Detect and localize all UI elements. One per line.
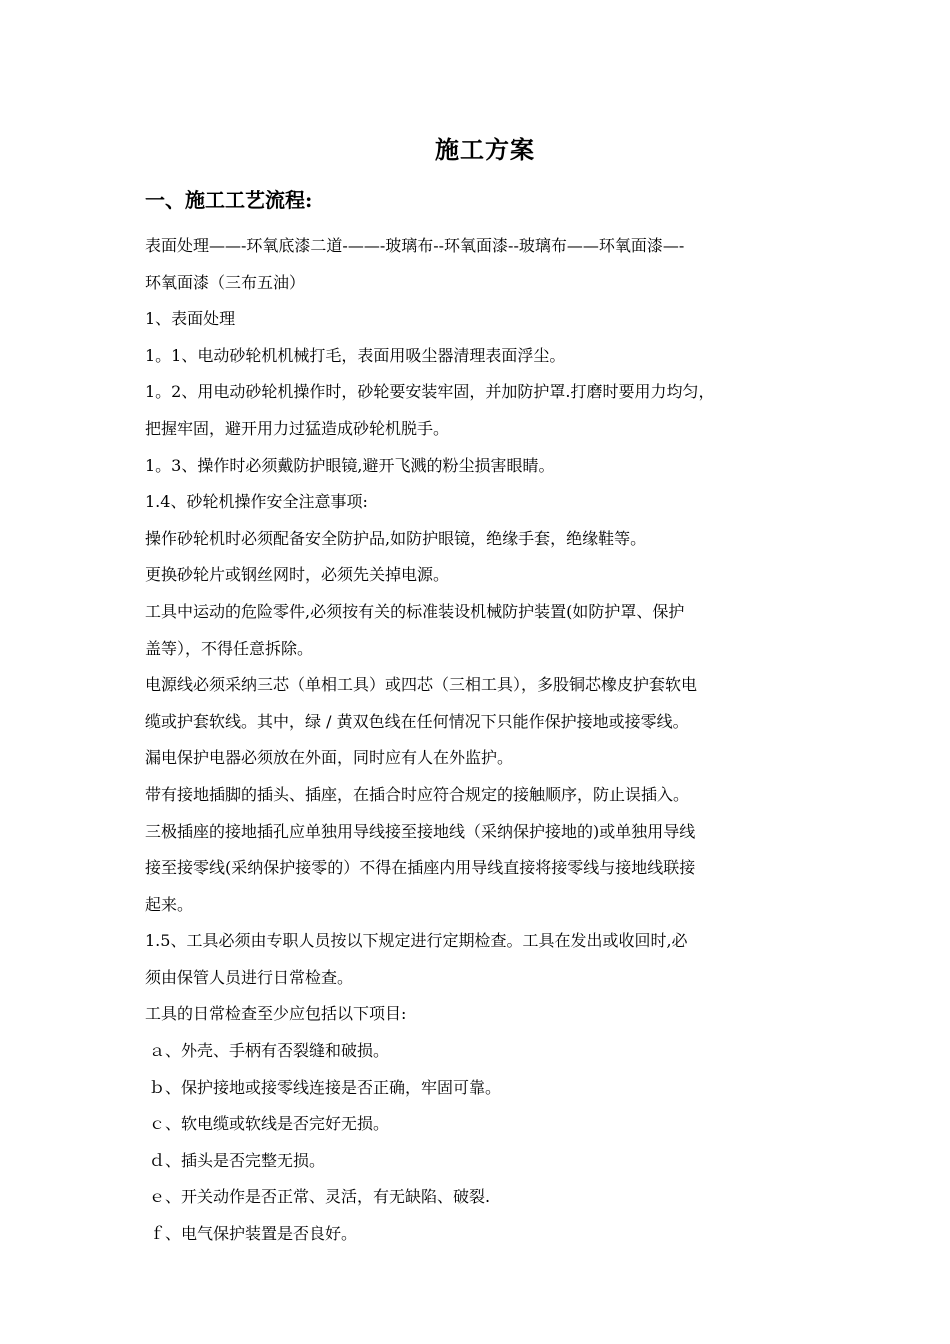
body-line: 三极插座的接地插孔应单独用导线接至接地线（采纳保护接地的)或单独用导线 [145, 821, 696, 841]
body-line: 漏电保护电器必须放在外面，同时应有人在外监护。 [145, 748, 514, 768]
checklist-item-c: ｃ、软电缆或软线是否完好无损。 [149, 1114, 390, 1134]
body-line: 盖等），不得任意拆除。 [145, 638, 314, 658]
body-line: 工具中运动的危险零件,必须按有关的标准装设机械防护装置(如防护罩、保护 [145, 601, 685, 621]
checklist-item-f: ｆ、电气保护装置是否良好。 [149, 1224, 358, 1244]
body-line: 工具的日常检查至少应包括以下项目: [145, 1004, 407, 1024]
body-line: 把握牢固，避开用力过猛造成砂轮机脱手。 [145, 418, 450, 438]
checklist-item-a: ａ、外壳、手柄有否裂缝和破损。 [149, 1041, 390, 1061]
body-line: 1.5、工具必须由专职人员按以下规定进行定期检查。工具在发出或收回时,必 [145, 931, 688, 951]
section-heading-process: 一、施工工艺流程: [145, 188, 313, 212]
body-line: 1。3、操作时必须戴防护眼镜,避开飞溅的粉尘损害眼睛。 [145, 455, 555, 475]
body-line: 更换砂轮片或钢丝网时，必须先关掉电源。 [145, 565, 450, 585]
checklist-item-e: ｅ、开关动作是否正常、灵活，有无缺陷、破裂. [149, 1187, 491, 1207]
body-line: 1、表面处理 [145, 309, 236, 329]
body-line: 起来。 [145, 894, 194, 914]
body-line: 须由保管人员进行日常检查。 [145, 967, 354, 987]
body-line: 操作砂轮机时必须配备安全防护品,如防护眼镜，绝缘手套，绝缘鞋等。 [145, 528, 647, 548]
body-line: 1。1、电动砂轮机机械打毛，表面用吸尘器清理表面浮尘。 [145, 345, 566, 365]
body-line: 带有接地插脚的插头、插座，在插合时应符合规定的接触顺序，防止误插入。 [145, 784, 690, 804]
body-line: 表面处理——-环氧底漆二道-——-玻璃布--环氧面漆--玻璃布——环氧面漆—- [145, 236, 685, 255]
document-body [145, 228, 825, 1253]
document-page [145, 128, 825, 1253]
body-line: 1.4、砂轮机操作安全注意事项: [145, 492, 368, 512]
body-line: 缆或护套软线。其中，绿 / 黄双色线在任何情况下只能作保护接地或接零线。 [145, 711, 689, 731]
document-title: 施工方案 [435, 135, 535, 164]
checklist-item-d: ｄ、插头是否完整无损。 [149, 1150, 326, 1170]
body-line: 1。2、用电动砂轮机操作时，砂轮要安装牢固，并加防护罩.打磨时要用力均匀， [145, 382, 715, 402]
body-line: 接至接零线(采纳保护接零的）不得在插座内用导线直接将接零线与接地线联接 [145, 858, 696, 878]
checklist-item-b: ｂ、保护接地或接零线连接是否正确，牢固可靠。 [149, 1077, 502, 1097]
body-line: 环氧面漆（三布五油） [145, 272, 306, 292]
body-line: 电源线必须采纳三芯（单相工具）或四芯（三相工具），多股铜芯橡皮护套软电 [145, 675, 698, 695]
